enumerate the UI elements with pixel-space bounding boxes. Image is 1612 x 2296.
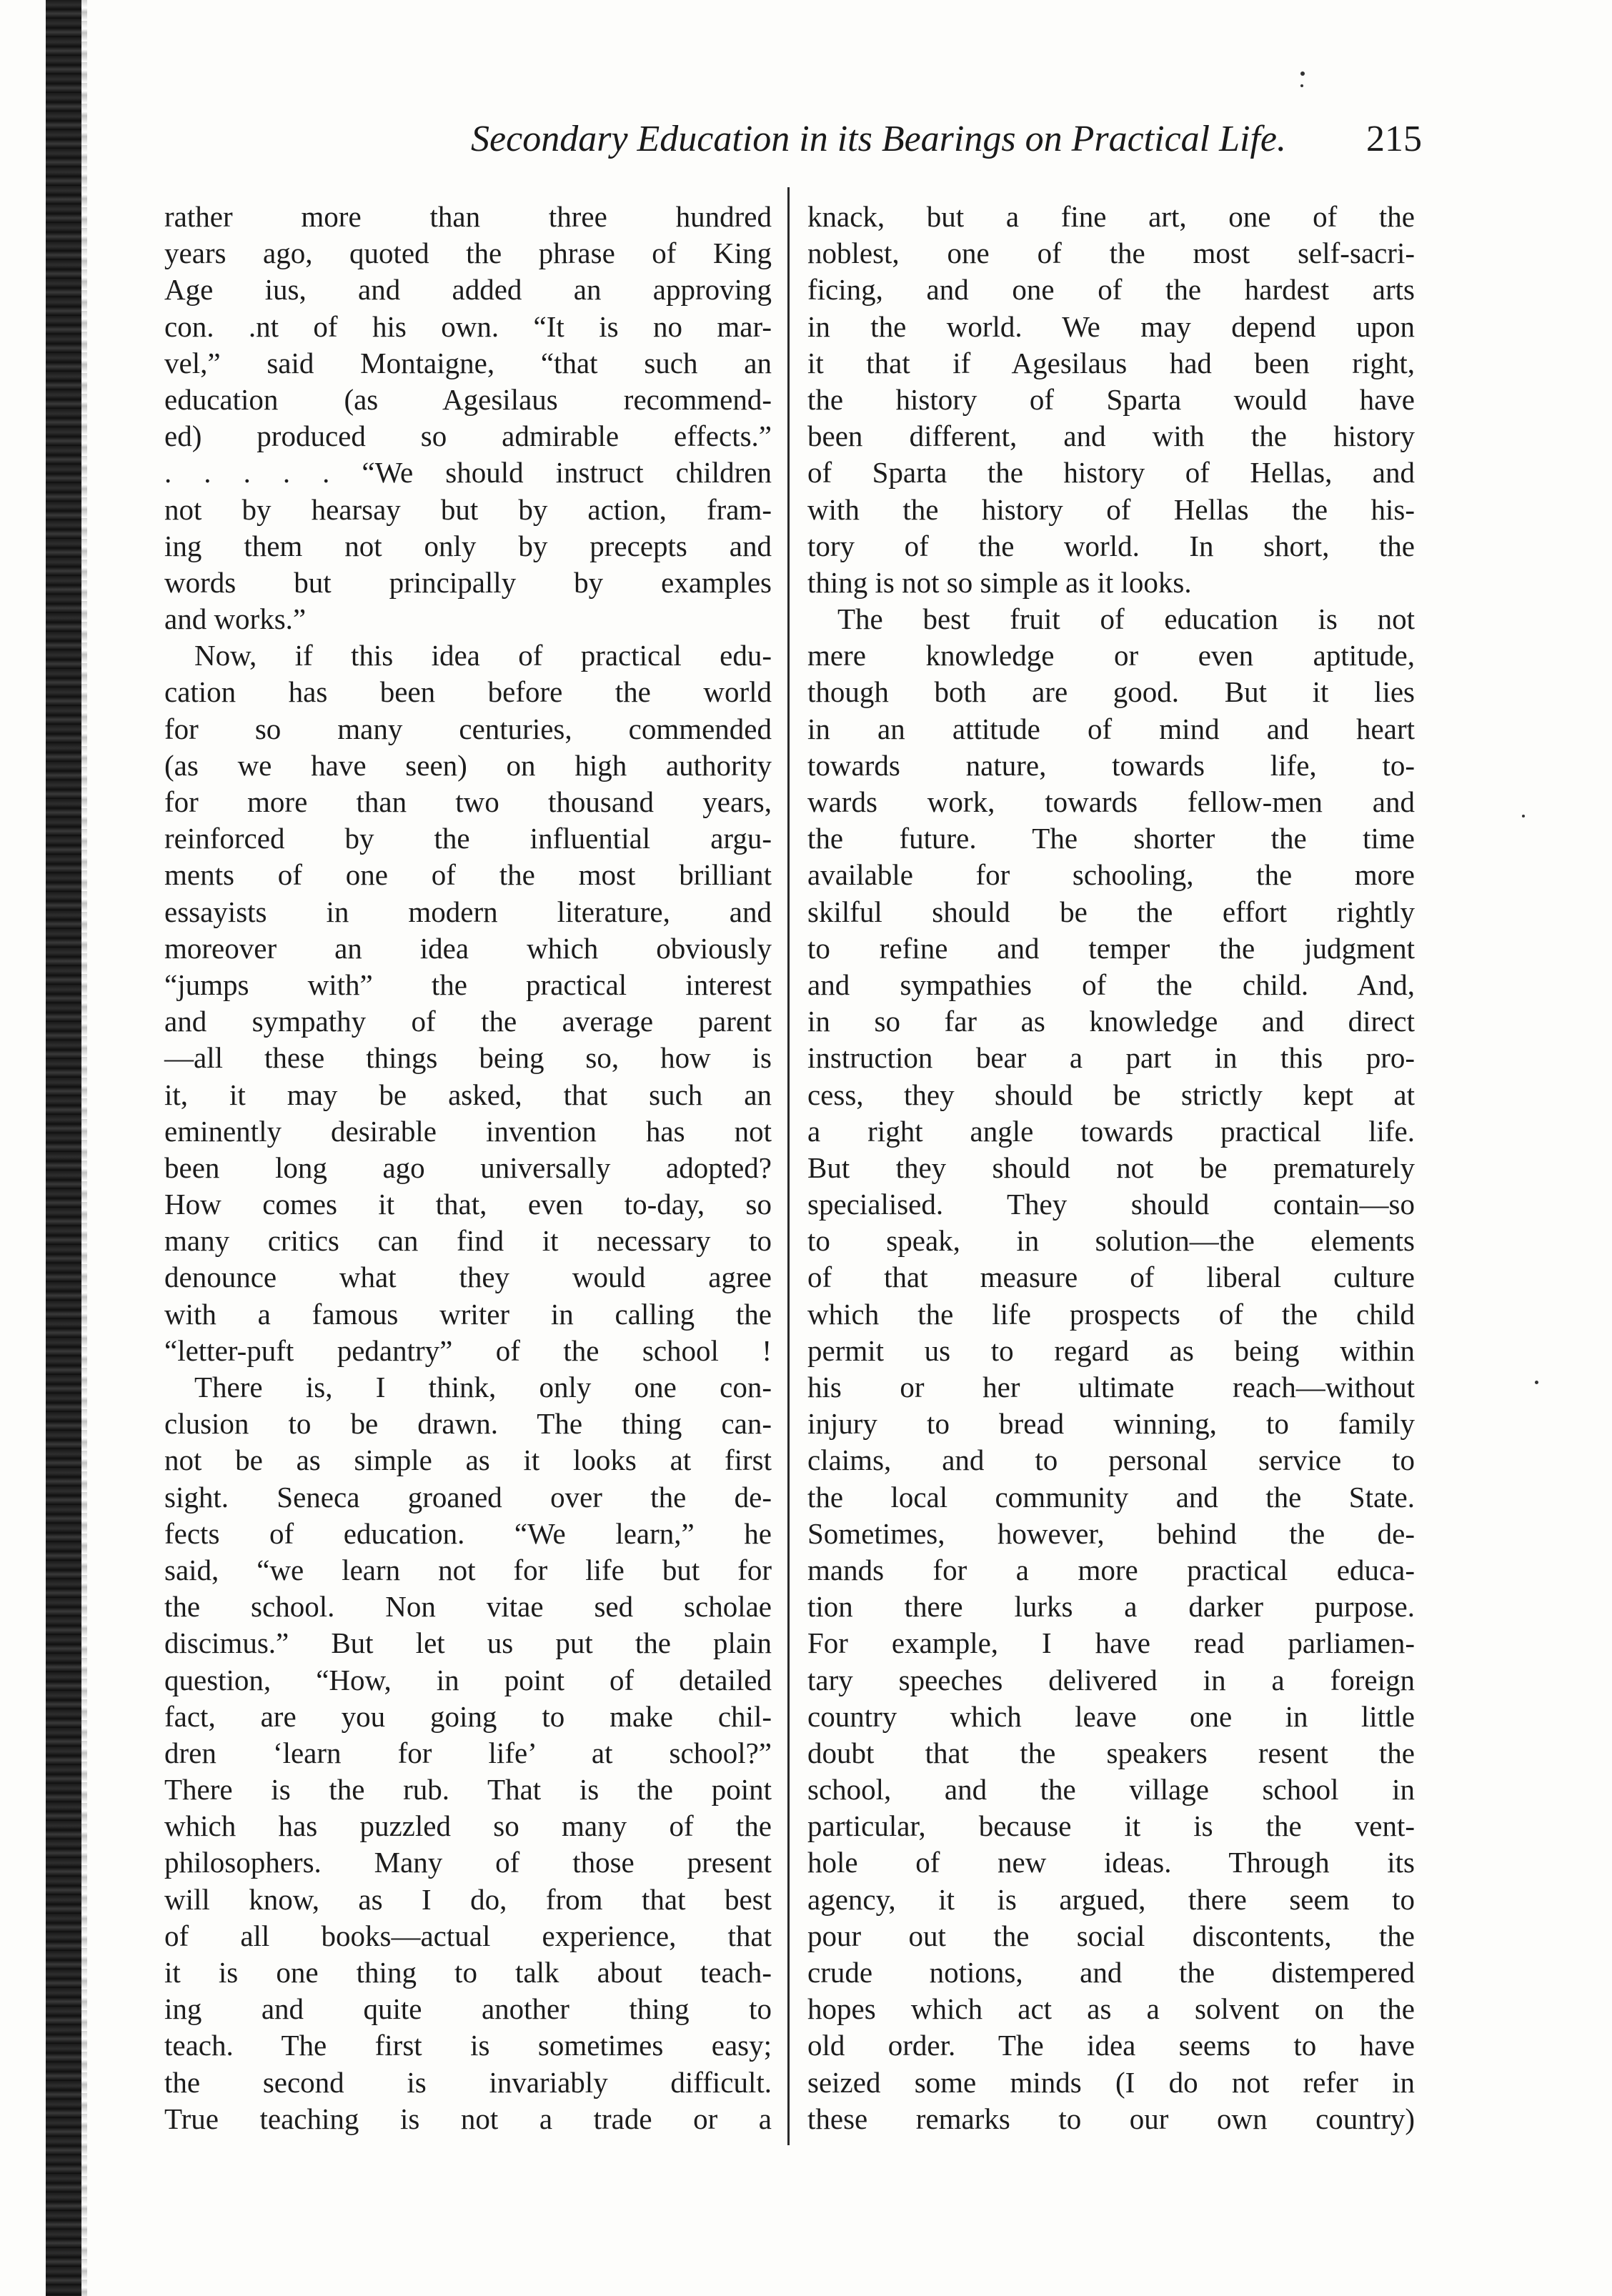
text-line: knack, but a fine art, one of the <box>807 200 1415 233</box>
text-line: vel,” said Montaigne, “that such an <box>164 346 772 379</box>
text-line: permit us to regard as being within <box>807 1333 1415 1367</box>
text-line: tary speeches delivered in a foreign <box>807 1663 1415 1696</box>
text-line: particular, because it is the vent- <box>807 1809 1415 1843</box>
text-line: “letter-puft pedantry” of the school ! <box>164 1333 772 1367</box>
text-line: For example, I have read parliamen- <box>807 1626 1415 1660</box>
text-line: ficing, and one of the hardest arts <box>807 273 1415 307</box>
text-line: his or her ultimate reach—without <box>807 1371 1415 1403</box>
left-text-column <box>164 199 772 2137</box>
text-line: How comes it that, even to-day, so <box>164 1188 772 1221</box>
text-line: not be as simple as it looks at first <box>164 1443 772 1477</box>
text-line: . . . . . “We should instruct children <box>164 456 772 489</box>
text-line: it, it may be asked, that such an <box>164 1078 772 1111</box>
text-line: teach. The first is sometimes easy; <box>164 2029 772 2062</box>
text-line: skilful should be the effort rightly <box>807 895 1415 928</box>
text-line: Now, if this idea of practical edu- <box>194 639 772 672</box>
text-line: in the world. We may depend upon <box>807 309 1415 343</box>
text-line: the school. Non vitae sed scholae <box>164 1590 772 1624</box>
text-line: cation has been before the world <box>164 675 772 709</box>
text-line: eminently desirable invention has not <box>164 1114 772 1148</box>
text-line: philosophers. Many of those present <box>164 1846 772 1879</box>
text-line: of Sparta the history of Hellas, and <box>807 456 1415 489</box>
text-line: denounce what they would agree <box>164 1261 772 1294</box>
text-line: with the history of Hellas the his- <box>807 492 1415 526</box>
text-line: will know, as I do, from that best <box>164 1882 772 1916</box>
text-line: clusion to be drawn. The thing can- <box>164 1407 772 1441</box>
text-line: old order. The idea seems to have <box>807 2029 1415 2062</box>
text-line: of that measure of liberal culture <box>807 1261 1415 1294</box>
text-line: words but principally by examples <box>164 565 772 599</box>
text-line: years ago, quoted the phrase of King <box>164 237 772 270</box>
text-line: education (as Agesilaus recommend- <box>164 382 772 416</box>
text-line: tion there lurks a darker purpose. <box>807 1590 1415 1624</box>
text-line: said, “we learn not for life but for <box>164 1553 772 1586</box>
text-line: in an attitude of mind and heart <box>807 712 1415 745</box>
text-line: the local community and the State. <box>807 1480 1415 1514</box>
text-line: instruction bear a part in this pro- <box>807 1041 1415 1075</box>
text-line: ing and quite another thing to <box>164 1992 772 2026</box>
right-text-column <box>807 199 1415 2137</box>
text-line: —all these things being so, how is <box>164 1041 772 1075</box>
text-line: available for schooling, the more <box>807 858 1415 892</box>
text-line: these remarks to our own country) <box>807 2102 1415 2135</box>
text-line: thing is not so simple as it looks. <box>807 565 1192 599</box>
text-line: hopes which act as a solvent on the <box>807 1992 1415 2026</box>
print-speck <box>1300 71 1305 76</box>
text-line: to refine and temper the judgment <box>807 931 1415 965</box>
text-line: country which leave one in little <box>807 1699 1415 1733</box>
text-line: There is the rub. That is the point <box>164 1773 772 1807</box>
print-speck <box>1522 815 1525 817</box>
text-line: in so far as knowledge and direct <box>807 1005 1415 1038</box>
text-line: essayists in modern literature, and <box>164 895 772 928</box>
text-line: doubt that the speakers resent the <box>807 1736 1415 1769</box>
text-line: a right angle towards practical life. <box>807 1114 1415 1148</box>
text-line: fects of education. “We learn,” he <box>164 1516 772 1550</box>
text-line: But they should not be prematurely <box>807 1151 1415 1184</box>
text-line: fact, are you going to make chil- <box>164 1699 772 1733</box>
text-line: injury to bread winning, to family <box>807 1407 1415 1441</box>
text-line: crude notions, and the distempered <box>807 1956 1415 1989</box>
text-line: of all books—actual experience, that <box>164 1919 772 1952</box>
text-line: specialised. They should contain—so <box>807 1188 1415 1221</box>
text-line: been long ago universally adopted? <box>164 1151 772 1184</box>
page-number: 215 <box>1366 119 1422 159</box>
text-line: hole of new ideas. Through its <box>807 1846 1415 1879</box>
text-line: many critics can find it necessary to <box>164 1224 772 1258</box>
text-line: school, and the village school in <box>807 1773 1415 1807</box>
text-line: for so many centuries, commended <box>164 712 772 745</box>
text-line: ed) produced so admirable effects.” <box>164 419 772 453</box>
text-line: mands for a more practical educa- <box>807 1553 1415 1586</box>
text-line: discimus.” But let us put the plain <box>164 1626 772 1660</box>
text-line: wards work, towards fellow-men and <box>807 785 1415 818</box>
text-line: True teaching is not a trade or a <box>164 2102 772 2135</box>
text-line: been different, and with the history <box>807 419 1415 453</box>
text-line: which the life prospects of the child <box>807 1297 1415 1331</box>
binding-shadow <box>81 0 87 2296</box>
text-line: the future. The shorter the time <box>807 822 1415 855</box>
text-line: pour out the social discontents, the <box>807 1919 1415 1952</box>
text-line: claims, and to personal service to <box>807 1443 1415 1477</box>
text-line: towards nature, towards life, to- <box>807 748 1415 782</box>
text-line: to speak, in solution—the elements <box>807 1224 1415 1258</box>
text-line: There is, I think, only one con- <box>194 1371 772 1403</box>
text-line: sight. Seneca groaned over the de- <box>164 1480 772 1514</box>
running-header-title: Secondary Education in its Bearings on Practical Life. <box>471 119 1286 159</box>
text-line: Sometimes, however, behind the de- <box>807 1516 1415 1550</box>
print-speck <box>1300 84 1303 87</box>
text-line: with a famous writer in calling the <box>164 1297 772 1331</box>
text-line: which has puzzled so many of the <box>164 1809 772 1843</box>
text-line: and sympathies of the child. And, <box>807 968 1415 1001</box>
text-line: and sympathy of the average parent <box>164 1005 772 1038</box>
text-line: the history of Sparta would have <box>807 382 1415 416</box>
text-line: it is one thing to talk about teach- <box>164 1956 772 1989</box>
text-line: “jumps with” the practical interest <box>164 968 772 1001</box>
text-line: con. .nt of his own. “It is no mar- <box>164 309 772 343</box>
text-line: noblest, one of the most self-sacri- <box>807 237 1415 270</box>
text-line: the second is invariably difficult. <box>164 2065 772 2099</box>
column-divider-rule <box>787 187 790 2145</box>
text-line: seized some minds (I do not refer in <box>807 2065 1415 2099</box>
text-line: rather more than three hundred <box>164 200 772 233</box>
text-line: though both are good. But it lies <box>807 675 1415 709</box>
book-binding-edge <box>46 0 81 2296</box>
text-line: dren ‘learn for life’ at school?” <box>164 1736 772 1769</box>
text-line: Age ius, and added an approving <box>164 273 772 307</box>
text-line: mere knowledge or even aptitude, <box>807 639 1415 672</box>
text-line: ments of one of the most brilliant <box>164 858 772 892</box>
text-line: not by hearsay but by action, fram- <box>164 492 772 526</box>
text-line: (as we have seen) on high authority <box>164 748 772 782</box>
text-line: ing them not only by precepts and <box>164 529 772 562</box>
text-line: for more than two thousand years, <box>164 785 772 818</box>
text-line: moreover an idea which obviously <box>164 931 772 965</box>
print-speck <box>1535 1381 1538 1384</box>
text-line: tory of the world. In short, the <box>807 529 1415 562</box>
text-line: question, “How, in point of detailed <box>164 1663 772 1696</box>
text-line: and works.” <box>164 602 307 636</box>
text-line: agency, it is argued, there seem to <box>807 1882 1415 1916</box>
text-line: The best fruit of education is not <box>837 602 1415 636</box>
text-line: reinforced by the influential argu- <box>164 822 772 855</box>
text-line: it that if Agesilaus had been right, <box>807 346 1415 379</box>
text-line: cess, they should be strictly kept at <box>807 1078 1415 1111</box>
